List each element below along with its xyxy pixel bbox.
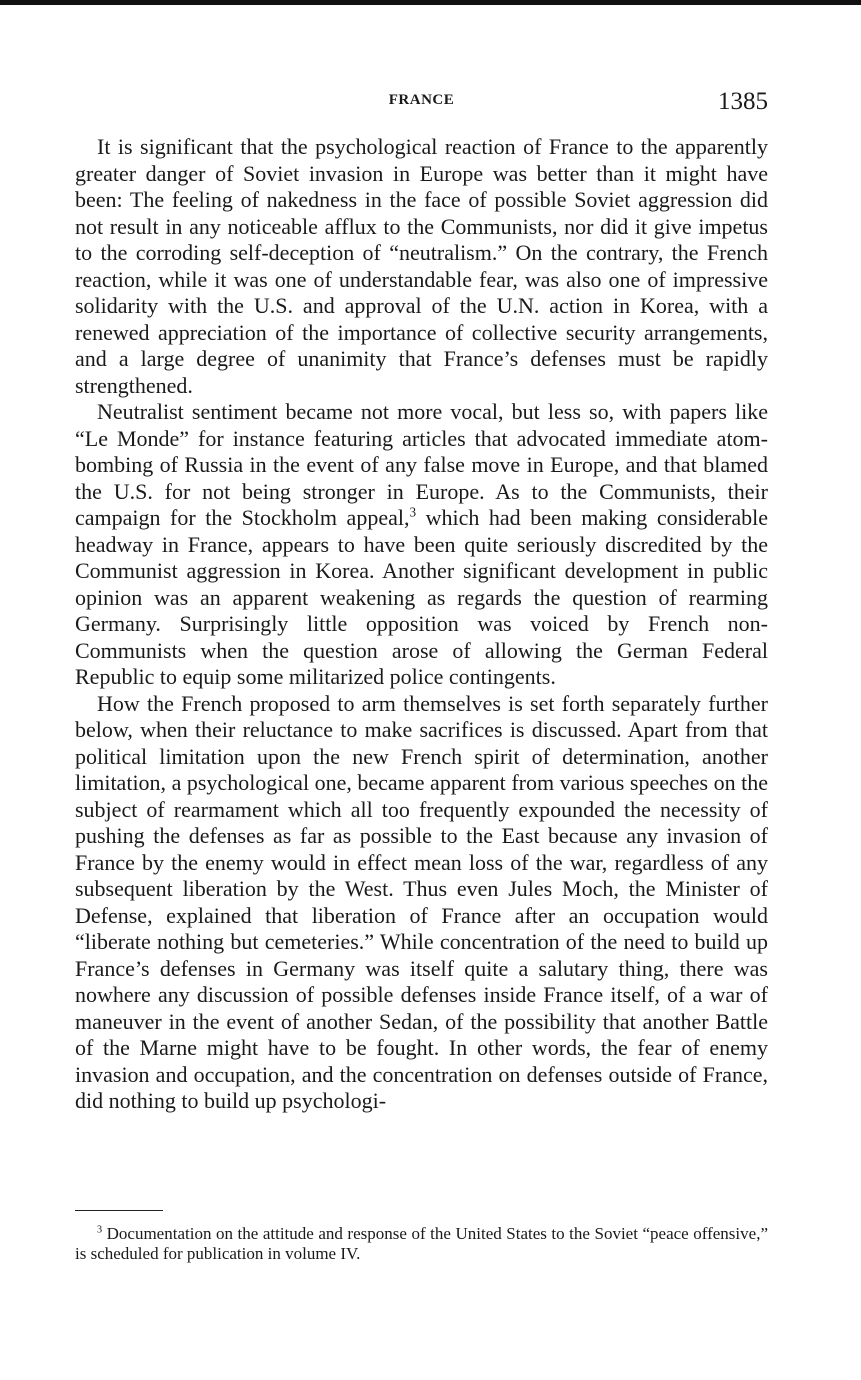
paragraph-text: which had been making considerable headway in France, appears to have been quite seriously discredited by the Communist aggression in Korea. Another significant development in public opinion was an apparent weakening as regards the question of rearming Germany. Surprisingly little opposition was voiced by French non-Communists when the question arose of allowing the German Federal Republic to equip some militarized police contingents. [75,505,768,689]
paragraph: How the French proposed to arm themselves is set forth separately further below, when their reluctance to make sacrifices is discussed. Apart from that political limitation upon the new French spirit of determination, another limitation, a psychological one, became apparent from various speeches on the subject of rearmament which all too frequently expounded the necessity of pushing the defenses as far as possible to the East because any invasion of France by the enemy would in effect mean loss of the war, regardless of any subsequent liberation by the West. Thus even Jules Moch, the Minister of Defense, explained that liberation of France after an occupation would “liberate nothing but cemeteries.” While concentration of the need to build up France’s defenses in Germany was itself quite a salutary thing, there was nowhere any discussion of possible defenses inside France itself, of a war of maneuver in the event of another Sedan, of the possibility that another Battle of the Marne might have to be fought. In other words, the fear of enemy invasion and occupation, and the concentration on defenses outside of France, did nothing to build up psychologi- [75,690,768,1113]
footnote-divider [75,1210,163,1211]
top-border [0,0,861,5]
page-number: 1385 [718,88,768,115]
footnote-text: Documentation on the attitude and response of the United States to the Soviet “peace offensive,” is scheduled for publication in volume IV. [75,1224,768,1263]
paragraph-text: Neutralist sentiment became not more vocal, but less so, with papers like “Le Monde” for instance featuring articles that advocated immediate atom-bombing of Russia in the event of any false move in Europe, and that blamed the U.S. for not being stronger in Europe. As to the Communists, their campaign for the Stockholm appeal, [75,399,768,530]
footnote-reference: 3 [409,504,417,520]
paragraph: It is significant that the psychological reaction of France to the apparently greater danger of Soviet invasion in Europe was better than it might have been: The feeling of nakedness in the face of possible Soviet aggression did not result in any noticeable afflux to the Communists, nor did it give impetus to the corroding self-deception of “neutralism.” On the contrary, the French reaction, while it was one of understandable fear, was also one of impressive solidarity with the U.S. and approval of the U.N. action in Korea, with a renewed appreciation of the importance of collective security arrangements, and a large degree of unanimity that France’s defenses must be rapidly strengthened. [75,134,768,398]
body-text [75,134,768,1115]
footnote [75,1224,768,1264]
footnote-marker: 3 [97,1224,103,1236]
running-head [75,88,768,118]
section-title: FRANCE [388,92,455,108]
paragraph [75,399,768,691]
